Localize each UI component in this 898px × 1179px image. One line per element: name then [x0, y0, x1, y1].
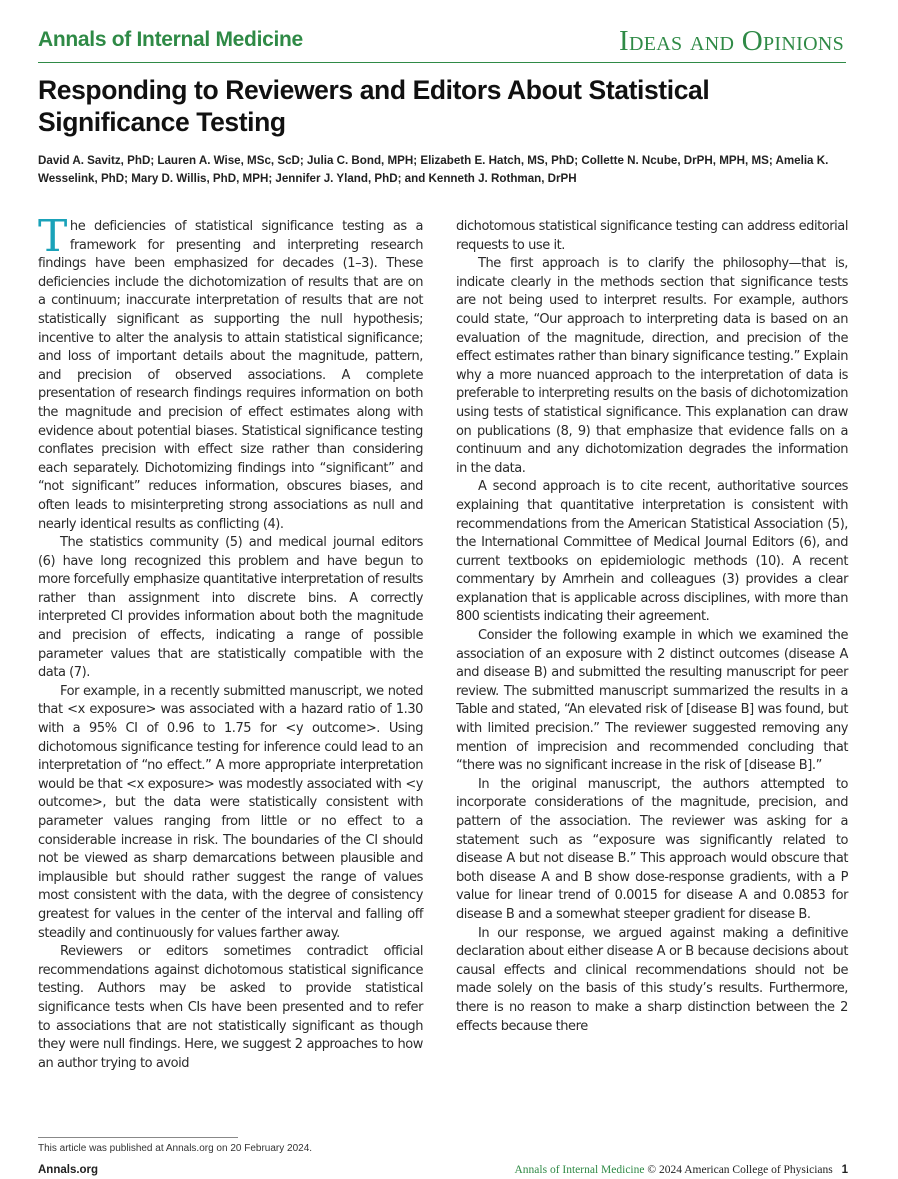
paragraph: In our response, we argued against making a definitive declaration about either disease A or B because decisions about causal effects and clinical recommendations should not be made solely on the basis of this study’s results. Furthermore, there is no reason to make a sharp distinction between the 2 effects because there [456, 925, 848, 1034]
paragraph: The first approach is to clarify the philosophy—that is, indicate clearly in the methods section that significance tests are not being used to interpret results. For example, authors could state, “Our approach to interpreting data is based on an evaluation of the magnitude, direction, and precision of the effect estimates rather than binary significance testing.” Explain why a more nuanced approach to the interpretation of data is preferable to interpreting results on the basis of dichotomization using tests of statistical significance. This explanation can draw on publications (8, 9) that emphasize that evidence falls on a continuum and any dichotomization degrades the information in the data. [456, 256, 848, 476]
paragraph: Consider the following example in which we examined the association of an exposure with 2 distinct outcomes (disease A and disease B) and submitted the resulting manuscript for peer review. The submitted manuscript summarized the results in a Table and stated, “An elevated risk of [disease B] was found, but with limited precision.” The reviewer suggested removing any mention of imprecision and recommended concluding that “there was no significant increase in the risk of [disease B].” [456, 628, 848, 774]
header-rule [38, 62, 846, 63]
footer-site-link[interactable]: Annals.org [38, 1164, 99, 1176]
body-column-right [456, 218, 848, 1036]
footer-info [515, 1164, 849, 1176]
paragraph: The statistics community (5) and medical journal editors (6) have long recognized this problem and have begun to more forcefully emphasize quantitative interpretation of results rather than assignment into discrete bins. A correctly interpreted CI provides information about both the magnitude and precision of effects, indicating a range of possible parameter values that are statistically compatible with the data (7). [38, 535, 423, 681]
author-list: David A. Savitz, PhD; Lauren A. Wise, MSc, ScD; Julia C. Bond, MPH; Elizabeth E. Hatch, MS, PhD; Collette N. Ncube, DrPH, MPH, MS; Amelia K. Wesselink, PhD; Mary D. Willis, PhD, MPH; Jennifer J. Yland, PhD; and Kenneth J. Rothman, DrPH [38, 154, 829, 185]
paragraph: In the original manuscript, the authors attempted to incorporate considerations of the magnitude, precision, and pattern of the association. The reviewer was asking for a statement such as “exposure was significantly related to disease A but not disease B.” This approach would obscure that both disease A and B show dose-response gradients, with a P value for linear trend of 0.0015 for disease A and 0.0853 for disease B and a somewhat steeper gradient for disease B. [456, 776, 848, 922]
section-name: Ideas and Opinions [619, 25, 844, 57]
paragraph: Reviewers or editors sometimes contradict official recommendations against dichotomous statistical significance testing. Authors may be asked to provide statistical significance tests when CIs have been presented and to refer to associations that are not statistically significant as though they were null findings. Here, we suggest 2 approaches to how an author trying to avoid [38, 944, 423, 1071]
body-column-left [38, 211, 423, 1073]
footer-journal: Annals of Internal Medicine [514, 1164, 645, 1176]
paragraph: dichotomous statistical significance testing can address editorial requests to use it. [456, 219, 848, 253]
drop-cap: T [38, 211, 67, 262]
article-title: Responding to Reviewers and Editors About Statistical Significance Testing [38, 75, 710, 137]
footnote-rule [38, 1137, 238, 1138]
footer-copyright: © 2024 American College of Physicians [647, 1164, 833, 1176]
paragraph: For example, in a recently submitted manuscript, we noted that <x exposure> was associated with a hazard ratio of 1.30 with a 95% CI of 0.96 to 1.75 for <y outcome>. Using dichotomous significance testing for inference could lead to an interpretation of “no effect.” A more appropriate interpretation would be that <x exposure> was modestly associated with <y outcome>, but the data were statistically consistent with parameter values ranging from little or no effect to a considerable increase in risk. The boundaries of the CI should not be viewed as sharp demarcations between plausible and implausible but should rather suggest the range of values most consistent with the data, with the degree of consistency greatest for values in the center of the interval and falling off steadily and continuously for values farther away. [38, 683, 423, 941]
journal-name: Annals of Internal Medicine [38, 28, 303, 51]
page-number: 1 [841, 1164, 848, 1176]
publication-note: This article was published at Annals.org on 20 February 2024. [38, 1143, 313, 1154]
paragraph: A second approach is to cite recent, authoritative sources explaining that quantitative interpretation is consistent with recommendations from the American Statistical Association (5), the International Committee of Medical Journal Editors (6), and current textbooks on epidemiologic methods (10). A recent commentary by Amrhein and colleagues (3) provides a clear explanation that is applicable across disciplines, with more than 800 scientists indicating their agreement. [456, 479, 848, 625]
paragraph: The deficiencies of statistical significance testing as a framework for presenting and interpreting research findings have been emphasized for decades (1–3). These deficiencies include the dichotomization of results that are on a continuum; inaccurate interpretation of results that are not statistically significant as supporting the null hypothesis; incentive to alter the analysis to attain statistical significance; and loss of important details about the magnitude, pattern, and precision of observed associations. A complete presentation of research findings requires information on both the magnitude and precision of effect estimates along with evidence about potential biases. Statistical significance testing conflates precision with effect size rather than considering each separately. Dichotomizing findings into “significant” and “not significant” reduces information, obscures biases, and often leads to misinterpreting strong associations as null and nearly identical results as conflicting (4). [38, 211, 423, 532]
